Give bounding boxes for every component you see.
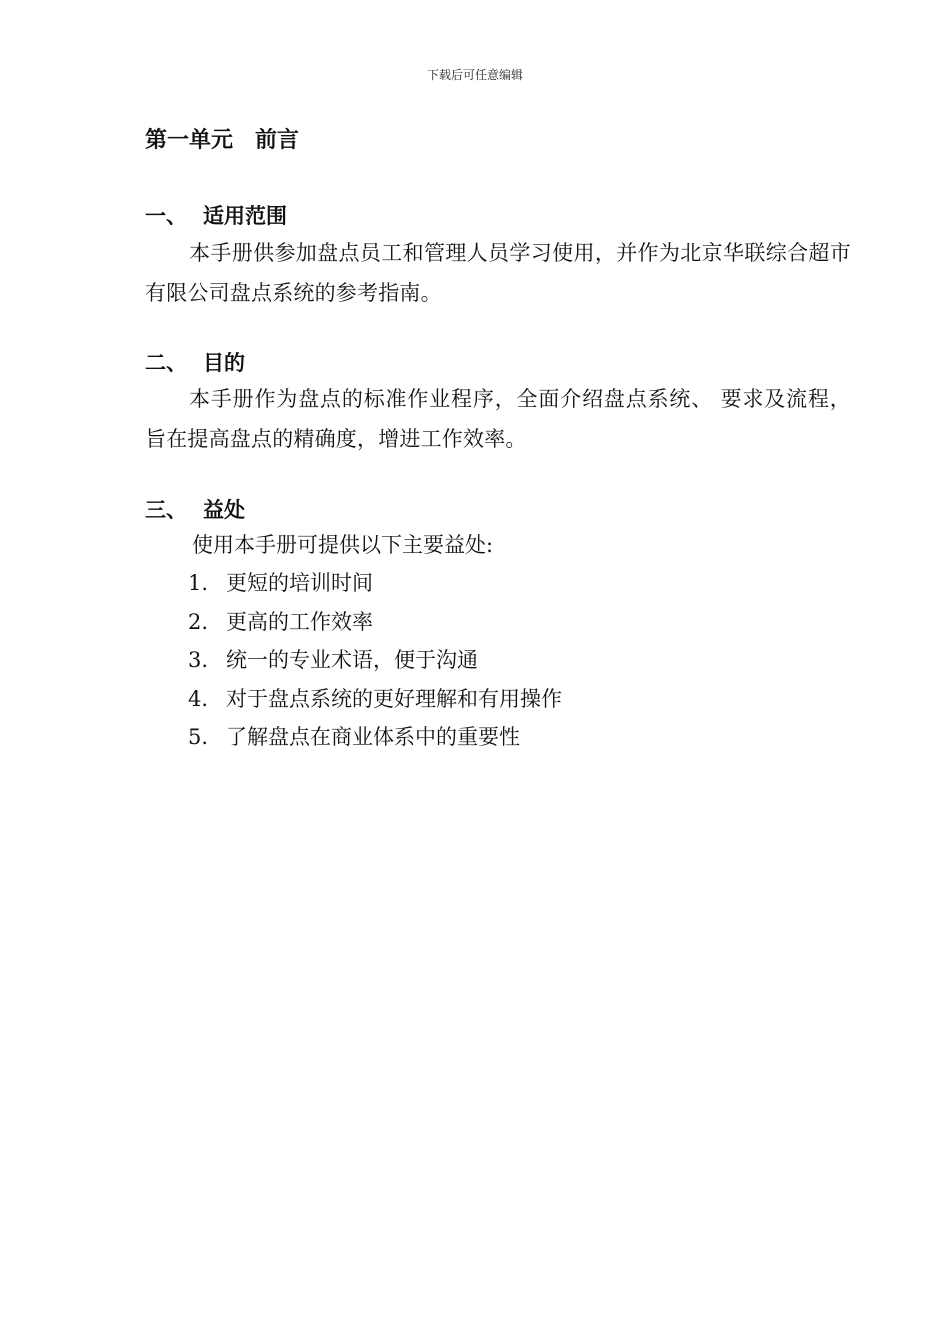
section-title: 适用范围 (203, 204, 287, 228)
section-number: 三、 (145, 498, 187, 522)
benefit-list (188, 564, 562, 757)
section-body-scope: 本手册供参加盘点员工和管理人员学习使用，并作为北京华联综合超市有限公司盘点系统的参考指南。 (145, 241, 851, 305)
list-item-index: 1. (188, 571, 209, 595)
section-body-purpose: 本手册作为盘点的标准作业程序，全面介绍盘点系统、 要求及流程，旨在提高盘点的精确度，增进工作效率。 (145, 387, 851, 451)
list-item-index: 3. (188, 648, 209, 672)
list-item-text: 对于盘点系统的更好理解和有用操作 (226, 686, 562, 711)
section-title: 益处 (203, 498, 245, 522)
section-title: 目的 (203, 351, 245, 375)
list-item-index: 2. (188, 609, 209, 634)
section-heading-scope (145, 200, 287, 230)
list-item (188, 641, 562, 680)
list-item-index: 5. (188, 725, 209, 749)
list-item-text: 更高的工作效率 (226, 609, 373, 634)
list-item-text: 统一的专业术语，便于沟通 (226, 648, 478, 672)
list-item-index: 4. (188, 686, 209, 711)
list-item (188, 718, 562, 757)
page-header: 下载后可任意编辑 (426, 68, 523, 82)
unit-title: 第一单元 前言 (145, 128, 300, 153)
list-item (188, 564, 562, 603)
section-heading-purpose (145, 347, 245, 377)
benefits-intro: 使用本手册可提供以下主要益处: (192, 533, 494, 557)
section-number: 一、 (145, 204, 187, 228)
list-item-text: 更短的培训时间 (226, 571, 373, 595)
list-item (188, 603, 562, 642)
list-item-text: 了解盘点在商业体系中的重要性 (226, 725, 520, 749)
section-number: 二、 (145, 351, 187, 375)
list-item (188, 680, 562, 719)
section-heading-benefits (145, 494, 245, 524)
